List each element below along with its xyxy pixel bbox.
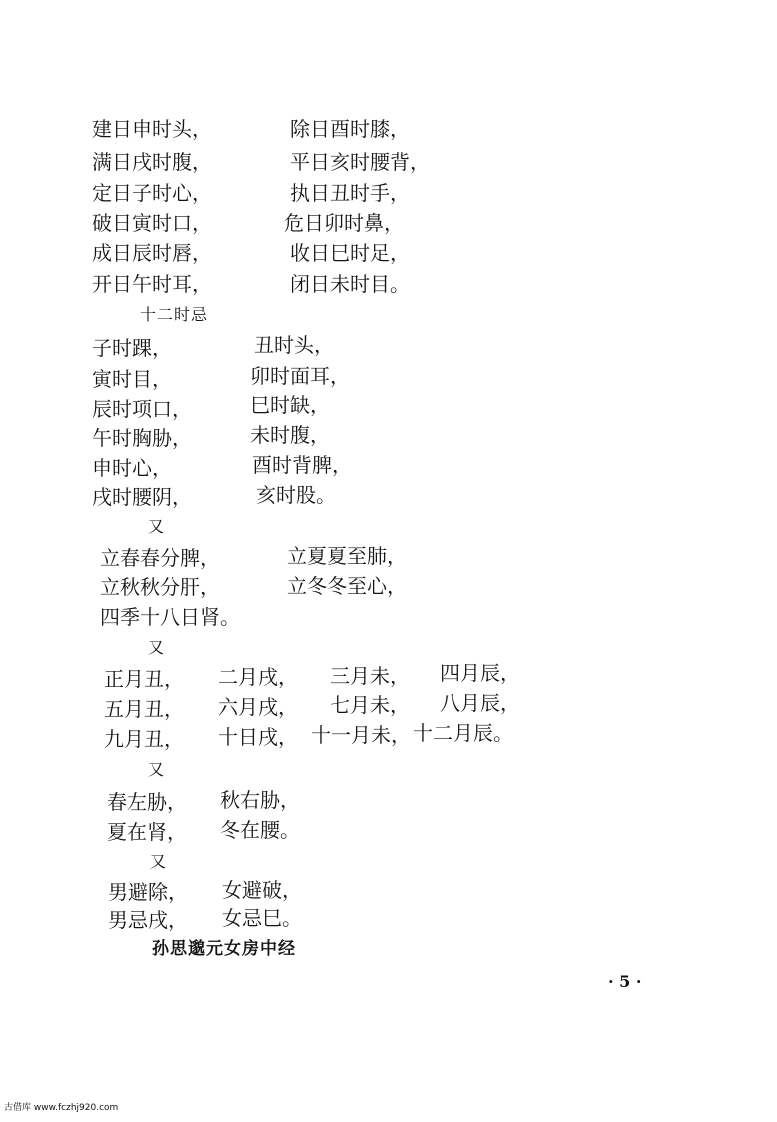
text-line: 六月戌， bbox=[218, 695, 298, 719]
text-line: 建日申时头， bbox=[92, 117, 212, 141]
text-line: 危日卯时鼻， bbox=[284, 211, 404, 235]
text-line: 七月未， bbox=[330, 693, 410, 717]
text-line: 成日辰时唇， bbox=[92, 241, 212, 265]
text-line: 男避除， bbox=[108, 880, 188, 904]
text-line: 男忌戌， bbox=[108, 908, 188, 932]
text-line: 闭日未时目。 bbox=[290, 272, 410, 296]
text-line: 九月丑， bbox=[104, 727, 184, 751]
text-line: 巳时缺， bbox=[250, 393, 330, 417]
section-title: 孙思邈元女房中经 bbox=[152, 939, 296, 959]
section-heading: 十二时忌 bbox=[140, 305, 209, 324]
text-line: 三月未， bbox=[330, 664, 410, 688]
text-line: 立春春分脾， bbox=[100, 546, 220, 570]
text-line: 冬在腰。 bbox=[220, 818, 300, 842]
text-line: 卯时面耳， bbox=[250, 364, 350, 388]
text-line: 十一月未， bbox=[311, 723, 411, 747]
text-line: 满日戌时腹， bbox=[92, 150, 212, 174]
text-line: 立秋秋分肝， bbox=[100, 575, 220, 599]
text-line: 破日寅时口， bbox=[92, 211, 212, 235]
text-line: 辰时项口， bbox=[92, 397, 192, 421]
text-line: 五月丑， bbox=[104, 697, 184, 721]
text-line: 午时胸胁， bbox=[92, 426, 192, 450]
text-line: 亥时股。 bbox=[256, 483, 336, 507]
text-line: 子时踝， bbox=[92, 336, 172, 360]
text-line: 四季十八日肾。 bbox=[100, 605, 240, 629]
text-line: 四月辰， bbox=[440, 661, 520, 685]
text-line: 戌时腰阴， bbox=[92, 485, 192, 509]
text-line: 酉时背脾， bbox=[252, 453, 352, 477]
section-heading: 又 bbox=[150, 852, 168, 871]
text-line: 女忌巳。 bbox=[222, 906, 302, 930]
text-line: 正月丑， bbox=[104, 667, 184, 691]
text-line: 申时心， bbox=[92, 456, 172, 480]
text-line: 未时腹， bbox=[250, 423, 330, 447]
text-line: 开日午时耳， bbox=[92, 272, 212, 296]
text-line: 八月辰， bbox=[440, 691, 520, 715]
text-line: 寅时目， bbox=[92, 367, 172, 391]
page-number: · 5 · bbox=[608, 972, 642, 991]
text-line: 定日子时心， bbox=[92, 181, 212, 205]
text-line: 立夏夏至肺， bbox=[287, 544, 407, 568]
section-heading: 又 bbox=[148, 517, 166, 536]
section-heading: 又 bbox=[148, 760, 166, 779]
text-line: 秋右胁， bbox=[220, 788, 300, 812]
text-line: 夏在肾， bbox=[107, 820, 187, 844]
text-line: 十二月辰。 bbox=[413, 721, 513, 745]
text-line: 春左胁， bbox=[107, 790, 187, 814]
text-line: 执日丑时手， bbox=[290, 181, 410, 205]
text-line: 女避破， bbox=[222, 878, 302, 902]
text-line: 十日戌， bbox=[218, 725, 298, 749]
footer-watermark: 古借库 www.fczhj920.com bbox=[4, 1103, 119, 1113]
text-line: 收日巳时足， bbox=[290, 241, 410, 265]
text-line: 除日酉时膝， bbox=[290, 117, 410, 141]
text-line: 二月戌， bbox=[218, 665, 298, 689]
text-line: 丑时头， bbox=[254, 333, 334, 357]
text-line: 平日亥时腰背， bbox=[290, 150, 430, 174]
text-line: 立冬冬至心， bbox=[287, 574, 407, 598]
section-heading: 又 bbox=[148, 638, 166, 657]
